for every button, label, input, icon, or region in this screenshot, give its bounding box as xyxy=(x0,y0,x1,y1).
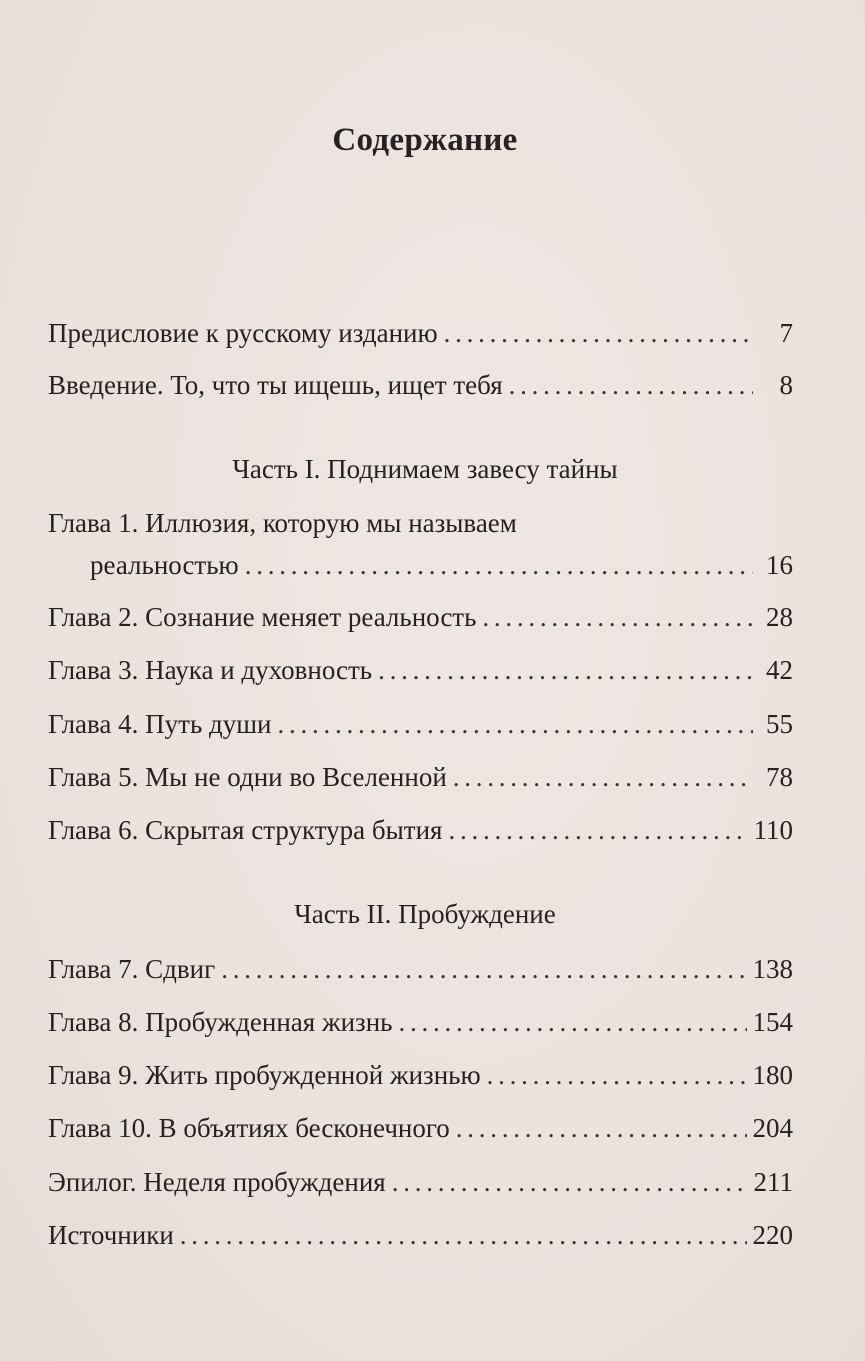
toc-entry-label: Глава 9. Жить пробужденной жизнью xyxy=(48,1060,481,1090)
toc-entry-epilogue xyxy=(48,1159,793,1199)
toc-leader-dots xyxy=(444,316,753,350)
toc-entry-label: Предисловие к русскому изданию xyxy=(48,318,438,348)
toc-entry-chapter-8 xyxy=(48,999,793,1039)
part-heading-1: Часть I. Поднимаем завесу тайны xyxy=(232,454,618,484)
toc-entry-chapter-9 xyxy=(48,1052,793,1092)
toc-entry-label: Введение. То, что ты ищешь, ищет тебя xyxy=(48,370,503,400)
toc-leader-dots xyxy=(221,952,746,986)
toc-entry-label: Глава 2. Сознание меняет реальность xyxy=(48,602,477,632)
toc-entry-chapter-3 xyxy=(48,647,793,687)
toc-entry-introduction xyxy=(48,362,793,402)
toc-page-number: 55 xyxy=(766,709,793,739)
toc-leader-dots xyxy=(278,707,753,741)
toc-entry-label: Глава 6. Скрытая структура бытия xyxy=(48,815,443,845)
toc-leader-dots xyxy=(453,760,753,794)
toc-leader-dots xyxy=(378,653,753,687)
toc-entry-chapter-7 xyxy=(48,946,793,986)
toc-leader-dots xyxy=(487,1058,747,1092)
toc-leader-dots xyxy=(456,1111,747,1145)
toc-entry-chapter-1 xyxy=(48,542,793,582)
toc-page-number: 78 xyxy=(766,762,793,792)
toc-page-number: 204 xyxy=(752,1113,793,1143)
toc-leader-dots xyxy=(448,813,747,847)
toc-entry-chapter-6 xyxy=(48,807,793,847)
toc-page-number: 138 xyxy=(752,954,793,984)
toc-page-number: 180 xyxy=(752,1060,793,1090)
toc-entry-label: Глава 5. Мы не одни во Вселенной xyxy=(48,762,447,792)
toc-page-number: 28 xyxy=(766,602,793,632)
toc-entry-chapter-1-line1: Глава 1. Иллюзия, которую мы называем xyxy=(48,508,517,538)
toc-leader-dots xyxy=(509,368,753,402)
toc-page-number: 8 xyxy=(779,370,793,400)
toc-entry-chapter-2 xyxy=(48,594,793,634)
toc-entry-label: Эпилог. Неделя пробуждения xyxy=(48,1167,386,1197)
toc-entry-chapter-10 xyxy=(48,1105,793,1145)
toc-page-number: 7 xyxy=(779,318,793,348)
toc-entry-preface xyxy=(48,310,793,350)
toc-page-number: 220 xyxy=(752,1220,793,1250)
toc-entry-chapter-5 xyxy=(48,754,793,794)
toc-leader-dots xyxy=(398,1005,746,1039)
toc-entry-label: Глава 8. Пробужденная жизнь xyxy=(48,1007,393,1037)
part-heading-2: Часть II. Пробуждение xyxy=(294,899,556,929)
toc-entry-label: Глава 4. Путь души xyxy=(48,709,272,739)
toc-page-number: 110 xyxy=(753,815,793,845)
toc-leader-dots xyxy=(245,548,753,582)
toc-page-number: 154 xyxy=(752,1007,793,1037)
toc-leader-dots xyxy=(180,1218,747,1252)
toc-leader-dots xyxy=(392,1165,748,1199)
toc-page-number: 211 xyxy=(753,1167,793,1197)
page-title: Содержание xyxy=(332,122,518,158)
toc-entry-chapter-4 xyxy=(48,701,793,741)
toc-entry-label: Глава 7. Сдвиг xyxy=(48,954,216,984)
toc-page-number: 42 xyxy=(766,655,793,685)
toc-entry-label: Глава 3. Наука и духовность xyxy=(48,655,373,685)
toc-entry-label: реальностью xyxy=(90,550,239,580)
toc-page-number: 16 xyxy=(766,550,793,580)
toc-leader-dots xyxy=(482,600,753,634)
toc-entry-label: Глава 10. В объятиях бесконечного xyxy=(48,1113,450,1143)
toc-entry-sources xyxy=(48,1212,793,1252)
toc-entry-label: Источники xyxy=(48,1220,174,1250)
